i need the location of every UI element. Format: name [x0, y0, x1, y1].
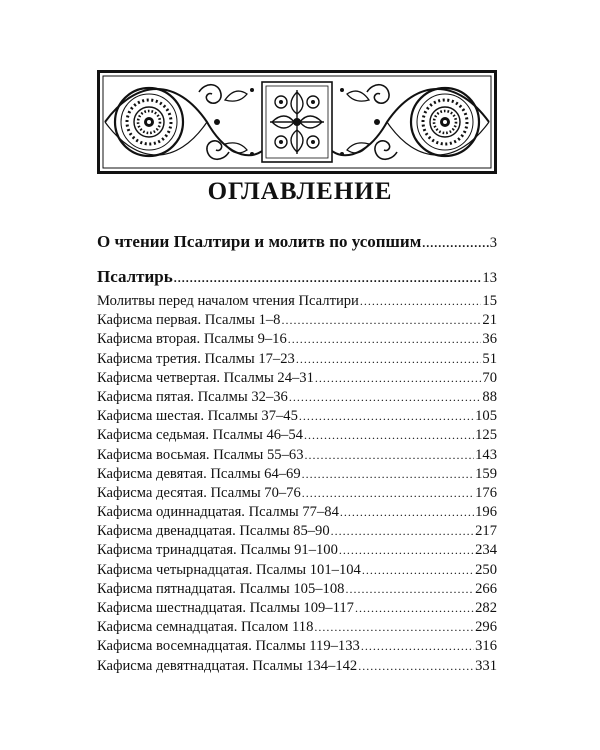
toc-entry-label: Кафисма восемнадцатая. Псалмы 119–133	[97, 638, 360, 655]
toc-entry-page: 3	[489, 235, 497, 251]
toc-entry-page: 196	[475, 504, 497, 521]
dot-leader	[289, 388, 482, 407]
toc-entry-label: Кафисма девятнадцатая. Псалмы 134–142	[97, 657, 358, 674]
toc-entry-page: 282	[475, 600, 497, 616]
toc-entry[interactable]	[97, 637, 497, 656]
dot-leader	[174, 266, 482, 290]
dot-leader	[288, 330, 482, 349]
toc-entry-page: 331	[475, 657, 497, 674]
toc-entry[interactable]	[97, 599, 497, 618]
toc-entry-label: Кафисма вторая. Псалмы 9–16	[97, 331, 287, 348]
toc-entry-label: Молитвы перед началом чтения Псалтири	[97, 293, 359, 309]
toc-entry-page: 70	[482, 369, 497, 386]
toc-entry-label: Кафисма пятнадцатая. Псалмы 105–108	[97, 580, 345, 597]
toc-entry[interactable]	[97, 292, 497, 311]
toc-entry-page: 217	[475, 523, 497, 540]
toc-entry[interactable]	[97, 426, 497, 445]
toc-entry-label: Кафисма четвертая. Псалмы 24–31	[97, 369, 314, 386]
toc-entry-label: Кафисма шестнадцатая. Псалмы 109–117	[97, 600, 354, 616]
toc-entry-label: Кафисма десятая. Псалмы 70–76	[97, 484, 301, 501]
dot-leader	[315, 369, 482, 388]
dot-leader	[361, 637, 474, 656]
toc-entry-page: 105	[475, 408, 497, 425]
toc-entry-page: 13	[482, 270, 497, 286]
toc-entry-page: 266	[475, 580, 497, 597]
dot-leader	[358, 657, 474, 676]
toc-entry[interactable]	[97, 311, 497, 330]
dot-leader	[304, 426, 474, 445]
dot-leader	[299, 407, 474, 426]
toc-entry[interactable]	[97, 350, 497, 369]
toc-entry[interactable]	[97, 503, 497, 522]
toc-entry[interactable]	[97, 657, 497, 676]
toc-entry-page: 143	[475, 446, 497, 463]
toc-entry[interactable]	[97, 618, 497, 637]
header-ornament	[97, 70, 497, 174]
toc-entry-page: 176	[475, 484, 497, 501]
toc-entry-label: Кафисма седьмая. Псалмы 46–54	[97, 427, 303, 444]
toc-entry-page: 296	[475, 619, 497, 636]
dot-leader	[331, 522, 474, 541]
page-title: ОГЛАВЛЕНИЕ	[207, 178, 393, 205]
toc-section	[97, 265, 497, 289]
toc-entry-page: 159	[475, 465, 497, 482]
toc-entry[interactable]	[97, 484, 497, 503]
dot-leader	[345, 580, 474, 599]
toc-entry-page: 21	[482, 312, 497, 329]
toc-entry[interactable]	[97, 407, 497, 426]
toc-entry[interactable]	[97, 388, 497, 407]
toc-entry[interactable]	[97, 522, 497, 541]
toc-entry-label: Кафисма восьмая. Псалмы 55–63	[97, 446, 304, 463]
dot-leader	[314, 618, 474, 637]
dot-leader	[340, 503, 474, 522]
toc-entry[interactable]	[97, 330, 497, 349]
toc-entry-label: Псалтирь	[97, 267, 173, 286]
toc-entry-label: О чтении Псалтири и молитв по усопшим	[97, 232, 422, 251]
toc-entry-label: Кафисма двенадцатая. Псалмы 85–90	[97, 523, 330, 540]
toc-entry-label: Кафисма первая. Псалмы 1–8	[97, 312, 281, 329]
dot-leader	[362, 561, 474, 580]
toc-entry-page: 88	[482, 388, 497, 405]
toc-entry-label: Кафисма пятая. Псалмы 32–36	[97, 388, 288, 405]
toc-entry-label: Кафисма тринадцатая. Псалмы 91–100	[97, 542, 338, 559]
toc-entry[interactable]	[97, 369, 497, 388]
toc-entry-psalter[interactable]	[97, 265, 497, 289]
dot-leader	[302, 484, 474, 503]
toc-entry-label: Кафисма третия. Псалмы 17–23	[97, 350, 295, 367]
toc-entry[interactable]	[97, 465, 497, 484]
toc-list	[97, 292, 497, 676]
dot-leader	[281, 311, 481, 330]
toc-entry[interactable]	[97, 541, 497, 560]
toc-entry-label: Кафисма девятая. Псалмы 64–69	[97, 465, 301, 482]
toc-entry[interactable]	[97, 580, 497, 599]
dot-leader	[422, 231, 488, 255]
toc-entry[interactable]	[97, 561, 497, 580]
toc-entry-page: 234	[475, 542, 497, 559]
toc-entry-label: Кафисма шестая. Псалмы 37–45	[97, 408, 298, 425]
dot-leader	[355, 599, 474, 618]
toc-entry-page: 36	[482, 331, 497, 348]
toc-entry-page: 125	[475, 427, 497, 444]
toc-entry-page: 316	[475, 638, 497, 655]
dot-leader	[360, 292, 482, 311]
toc-entry-page: 15	[482, 293, 497, 309]
dot-leader	[296, 350, 482, 369]
toc-entry-label: Кафисма одиннадцатая. Псалмы 77–84	[97, 504, 339, 521]
toc-entry-page: 51	[482, 350, 497, 367]
dot-leader	[339, 541, 474, 560]
toc-entry-page: 250	[475, 561, 497, 578]
dot-leader	[302, 465, 474, 484]
toc-entry-intro[interactable]	[97, 230, 497, 254]
dot-leader	[305, 446, 475, 465]
toc-intro	[97, 230, 497, 254]
toc-entry-label: Кафисма семнадцатая. Псалом 118	[97, 619, 314, 636]
toc-entry[interactable]	[97, 446, 497, 465]
toc-entry-label: Кафисма четырнадцатая. Псалмы 101–104	[97, 561, 361, 578]
